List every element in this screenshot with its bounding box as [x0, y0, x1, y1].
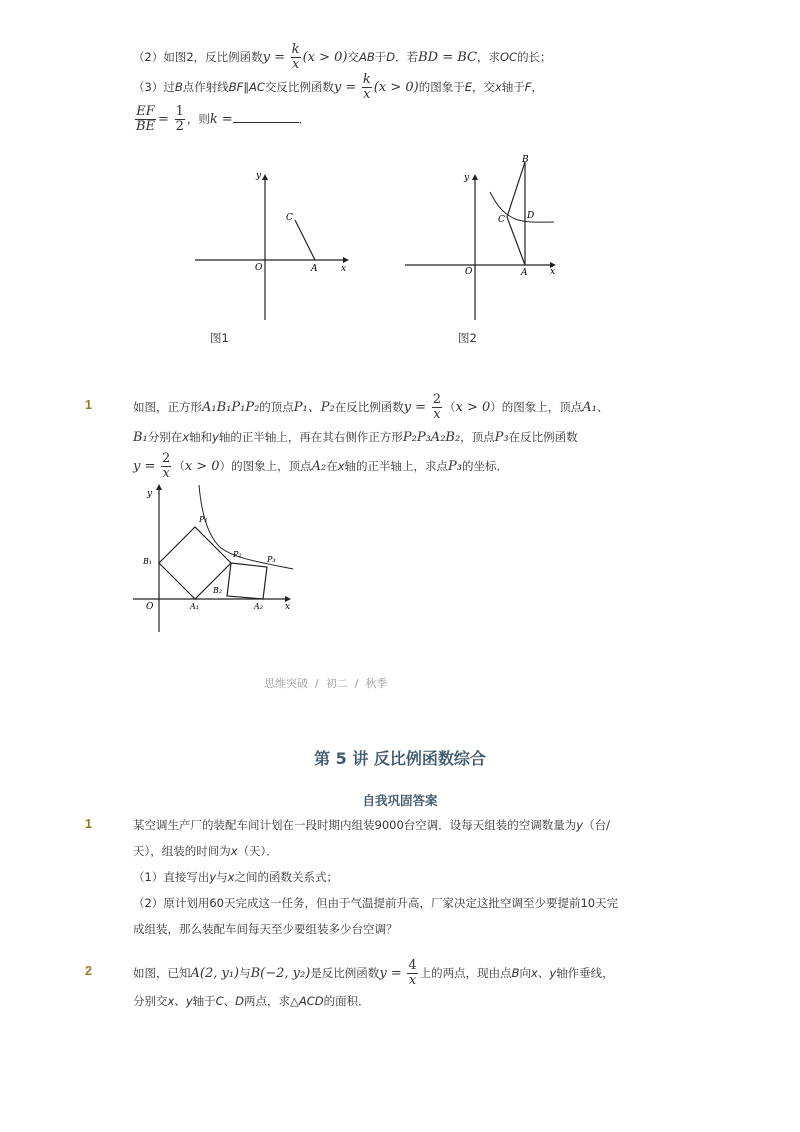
- p1-label-a2: A₂: [254, 602, 263, 611]
- p1-label-y: y: [147, 489, 153, 499]
- answer-1-line-1: 某空调生产厂的装配车间计划在一段时期内组装9000台空调．设每天组装的空调数量为y（台/: [133, 818, 610, 832]
- fig2-label-d: D: [527, 211, 535, 221]
- figure-1: [185, 160, 365, 330]
- p1-label-a1: A₁: [190, 602, 199, 611]
- problem-1-number: 1: [85, 398, 92, 412]
- answer-1-line-4: （2）原计划用60天完成这一任务，但由于气温提前升高，厂家决定这批空调至少要提前10天完: [133, 896, 619, 910]
- fig2-label-b: B: [522, 155, 529, 165]
- fig2-label-y: y: [464, 173, 470, 183]
- fig2-segment-bc: [507, 162, 525, 217]
- section-title: 自我巩固答案: [362, 793, 438, 808]
- fig2-label-o: O: [465, 267, 473, 277]
- fig1-label-a: A: [311, 264, 318, 274]
- fig2-caption: 图2: [458, 331, 477, 345]
- answer-1-line-2: 天），组装的时间为x（天）．: [133, 844, 278, 858]
- figure-2: [400, 150, 570, 330]
- fig1-caption: 图1: [210, 331, 229, 345]
- fig2-segment-ca: [507, 217, 525, 265]
- answer-2-line-1: 如图，已知A(2, y₁)与B(−2, y₂)是反比例函数y = $\frac{4}{x}$ 上的两点，现由点B向x、y轴作垂线，: [133, 958, 614, 988]
- fig1-label-c: C: [286, 213, 293, 223]
- q-prev-part2: （2）如图2，反比例函数y = $\frac{k}{x}$ (x > 0)交AB于D．若BD = BC，求OC的长；: [133, 42, 552, 72]
- p1-label-b2: B₂: [213, 586, 223, 595]
- answer-1-number: 1: [85, 817, 92, 831]
- fig1-label-y: y: [256, 171, 262, 181]
- answer-1-line-5: 成组装，那么装配车间每天至少要组装多少台空调？: [133, 922, 398, 936]
- fig2-label-a: A: [521, 268, 528, 278]
- problem-1-line-1: 如图，正方形A₁B₁P₁P₂的顶点P₁、P₂在反比例函数y = $\frac{2}{x}$ （x > 0）的图象上，顶点A₁、: [133, 392, 609, 422]
- p1-square-2: [227, 563, 267, 599]
- answer-2-number: 2: [85, 964, 92, 978]
- answer-2-line-2: 分别交x、y轴于C、D两点，求△ACD的面积．: [133, 994, 370, 1008]
- p1-hyperbola: [199, 485, 293, 569]
- fig2-label-x: x: [550, 267, 556, 277]
- problem-1-figure: [125, 480, 305, 640]
- fig1-label-x: x: [341, 264, 347, 274]
- footer-breadcrumb: 思维突破 / 初二 / 秋季: [264, 677, 388, 690]
- lesson-title: 第 5 讲 反比例函数综合: [314, 749, 486, 768]
- fig1-segment-ac: [295, 220, 315, 260]
- problem-1-line-3: y = $\frac{2}{x}$ （x > 0）的图象上，顶点A₂在x轴的正半轴上，求点P₃的坐标．: [133, 451, 508, 481]
- problem-1-line-2: B₁分别在x轴和y轴的正半轴上，再在其右侧作正方形P₂P₃A₂B₂，顶点P₃在反比例函数: [133, 430, 578, 445]
- p1-label-x: x: [285, 602, 291, 612]
- answer-1-line-3: （1）直接写出y与x之间的函数关系式；: [133, 870, 338, 884]
- fig2-label-c: C: [498, 215, 505, 225]
- q-prev-part3-cont: $\frac{EF}{BE}$ = $\frac{1}{2}$ ，则k = ．: [136, 104, 311, 134]
- q-prev-part3: （3）过B点作射线BF∥AC交反比例函数y = $\frac{k}{x}$ (x > 0)的图象于E，交x轴于F，: [133, 72, 543, 102]
- p1-label-o: O: [146, 602, 154, 612]
- fig1-label-o: O: [255, 263, 263, 273]
- answer-blank: [233, 110, 299, 123]
- p1-label-p3: P₃: [267, 555, 276, 564]
- p1-label-p1: P₁: [199, 515, 208, 524]
- p1-label-p2: P₂: [233, 550, 242, 559]
- p1-label-b1: B₁: [143, 557, 153, 566]
